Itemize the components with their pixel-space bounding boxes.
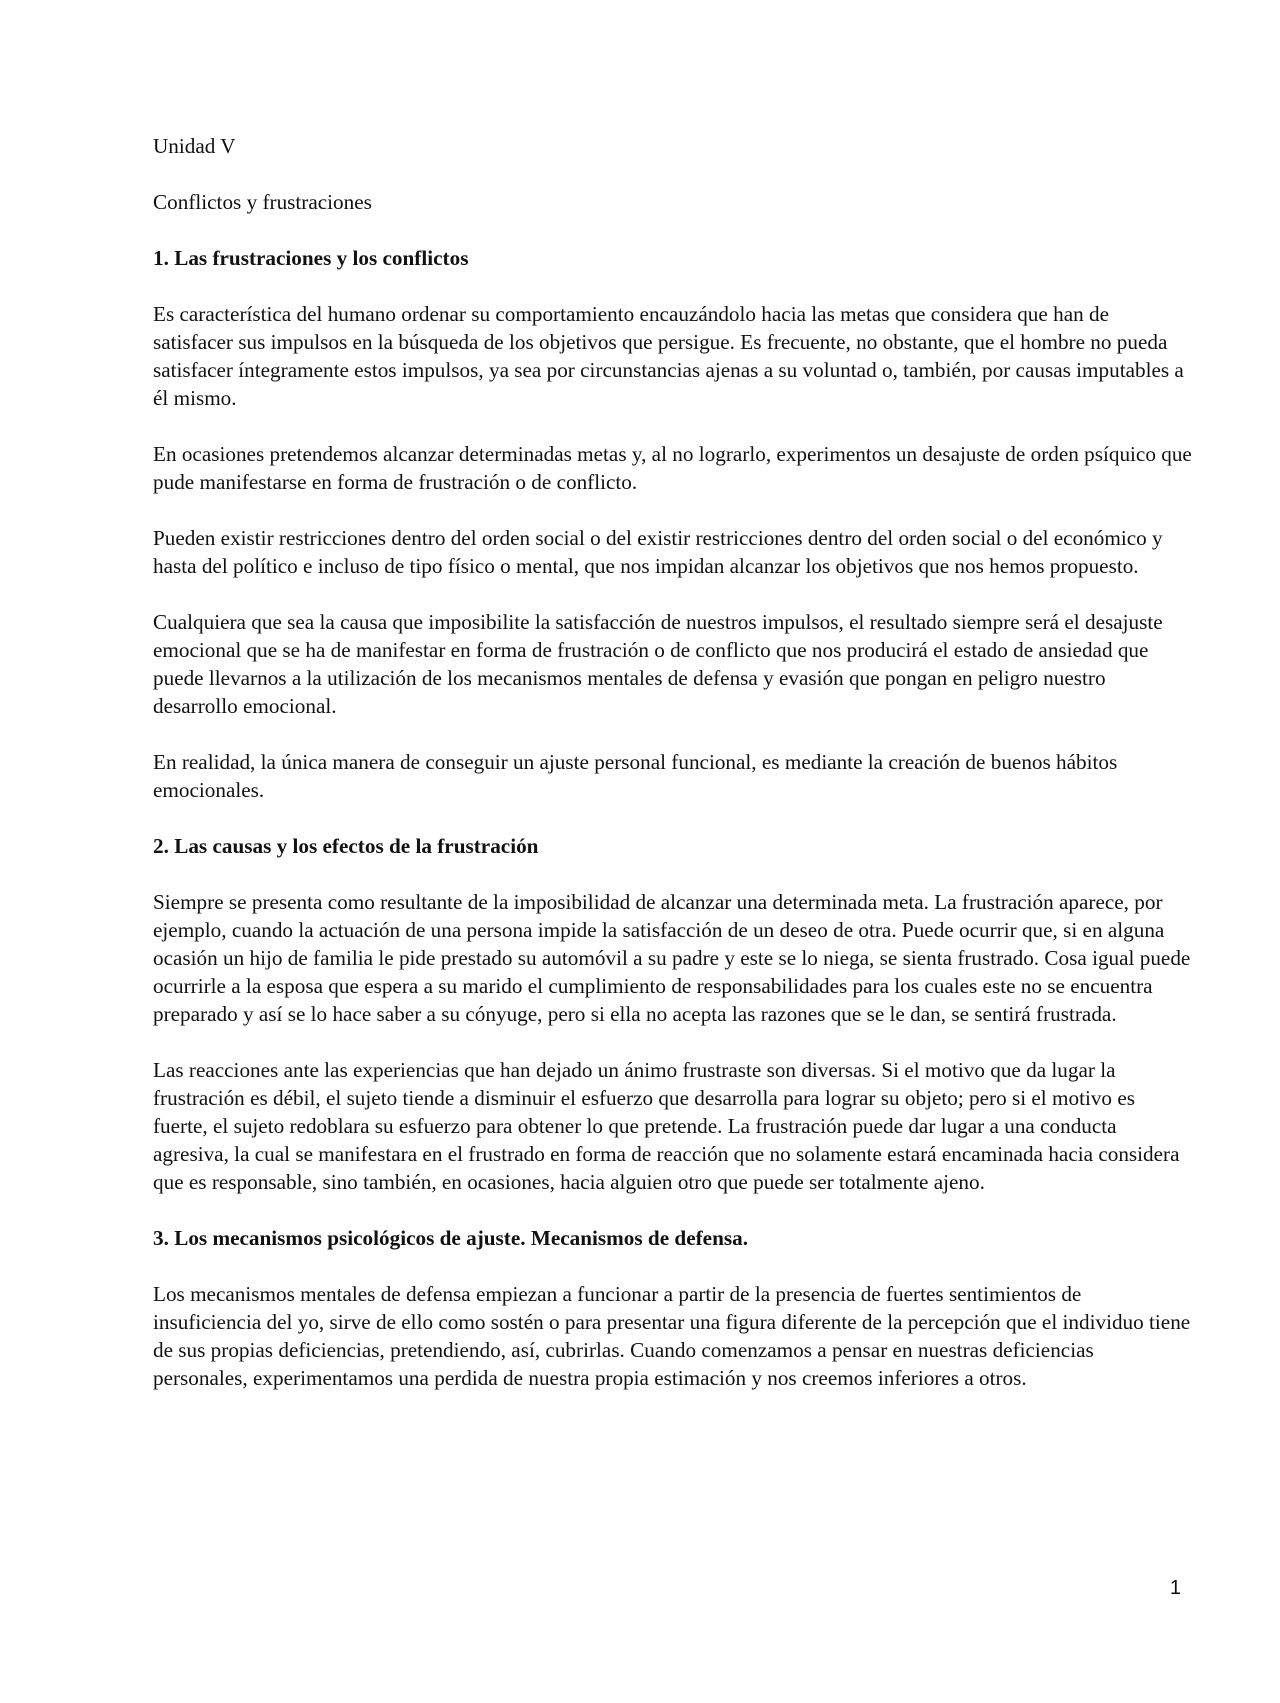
- unit-title: Unidad V: [153, 134, 236, 158]
- section-2: [153, 832, 1193, 1196]
- document-subtitle: Conflictos y frustraciones: [153, 190, 372, 214]
- section-heading: 3. Los mecanismos psicológicos de ajuste. Mecanismos de defensa.: [153, 1226, 748, 1250]
- paragraph: Siempre se presenta como resultante de la imposibilidad de alcanzar una determinada meta. La frustración aparece, por ejemplo, cuando la actuación de una persona impide la satisfacción de un deseo de otra. Puede ocurrir que, si en alguna ocasión un hijo de familia le pide prestado su automóvil a su padre y este se lo niega, se sienta frustrado. Cosa igual puede ocurrirle a la esposa que espera a su marido el cumplimiento de responsabilidades para los cuales este no se encuentra preparado y así se lo hace saber a su cónyuge, pero si ella no acepta las razones que se le dan, se sentirá frustrada.: [153, 890, 1191, 1026]
- paragraph: En ocasiones pretendemos alcanzar determinadas metas y, al no lograrlo, experimentos un desajuste de orden psíquico que pude manifestarse en forma de frustración o de conflicto.: [153, 442, 1192, 494]
- paragraph: En realidad, la única manera de conseguir un ajuste personal funcional, es mediante la creación de buenos hábitos emocionales.: [153, 750, 1118, 802]
- paragraph: Es característica del humano ordenar su comportamiento encauzándolo hacia las metas que considera que han de satisfacer sus impulsos en la búsqueda de los objetivos que persigue. Es frecuente, no obstante, que el hombre no pueda satisfacer íntegramente estos impulsos, ya sea por circunstancias ajenas a su voluntad o, también, por causas imputables a él mismo.: [153, 302, 1184, 410]
- page-number: 1: [1169, 1577, 1181, 1599]
- paragraph: Pueden existir restricciones dentro del orden social o del existir restricciones dentro del orden social o del económico y hasta del político e incluso de tipo físico o mental, que nos impidan alcanzar los objetivos que nos hemos propuesto.: [153, 526, 1163, 578]
- paragraph: Las reacciones ante las experiencias que han dejado un ánimo frustraste son diversas. Si el motivo que da lugar la frustración es débil, el sujeto tiende a disminuir el esfuerzo que desarrolla para lograr su objeto; pero si el motivo es fuerte, el sujeto redoblara su esfuerzo para obtener lo que pretende. La frustración puede dar lugar a una conducta agresiva, la cual se manifestara en el frustrado en forma de reacción que no solamente estará encaminada hacia considera que es responsable, sino también, en ocasiones, hacia alguien otro que puede ser totalmente ajeno.: [153, 1058, 1180, 1194]
- paragraph: Cualquiera que sea la causa que imposibilite la satisfacción de nuestros impulsos, el resultado siempre será el desajuste emocional que se ha de manifestar en forma de frustración o de conflicto que nos producirá el estado de ansiedad que puede llevarnos a la utilización de los mecanismos mentales de defensa y evasión que pongan en peligro nuestro desarrollo emocional.: [153, 610, 1163, 718]
- section-3: [153, 1224, 1193, 1392]
- section-1: [153, 244, 1193, 804]
- document-page: [153, 132, 1193, 1420]
- paragraph: Los mecanismos mentales de defensa empiezan a funcionar a partir de la presencia de fuertes sentimientos de insuficiencia del yo, sirve de ello como sostén o para presentar una figura diferente de la percepción que el individuo tiene de sus propias deficiencias, pretendiendo, así, cubrirlas. Cuando comenzamos a pensar en nuestras deficiencias personales, experimentamos una perdida de nuestra propia estimación y nos creemos inferiores a otros.: [153, 1282, 1191, 1390]
- section-heading: 2. Las causas y los efectos de la frustración: [153, 834, 539, 858]
- section-heading: 1. Las frustraciones y los conflictos: [153, 246, 469, 270]
